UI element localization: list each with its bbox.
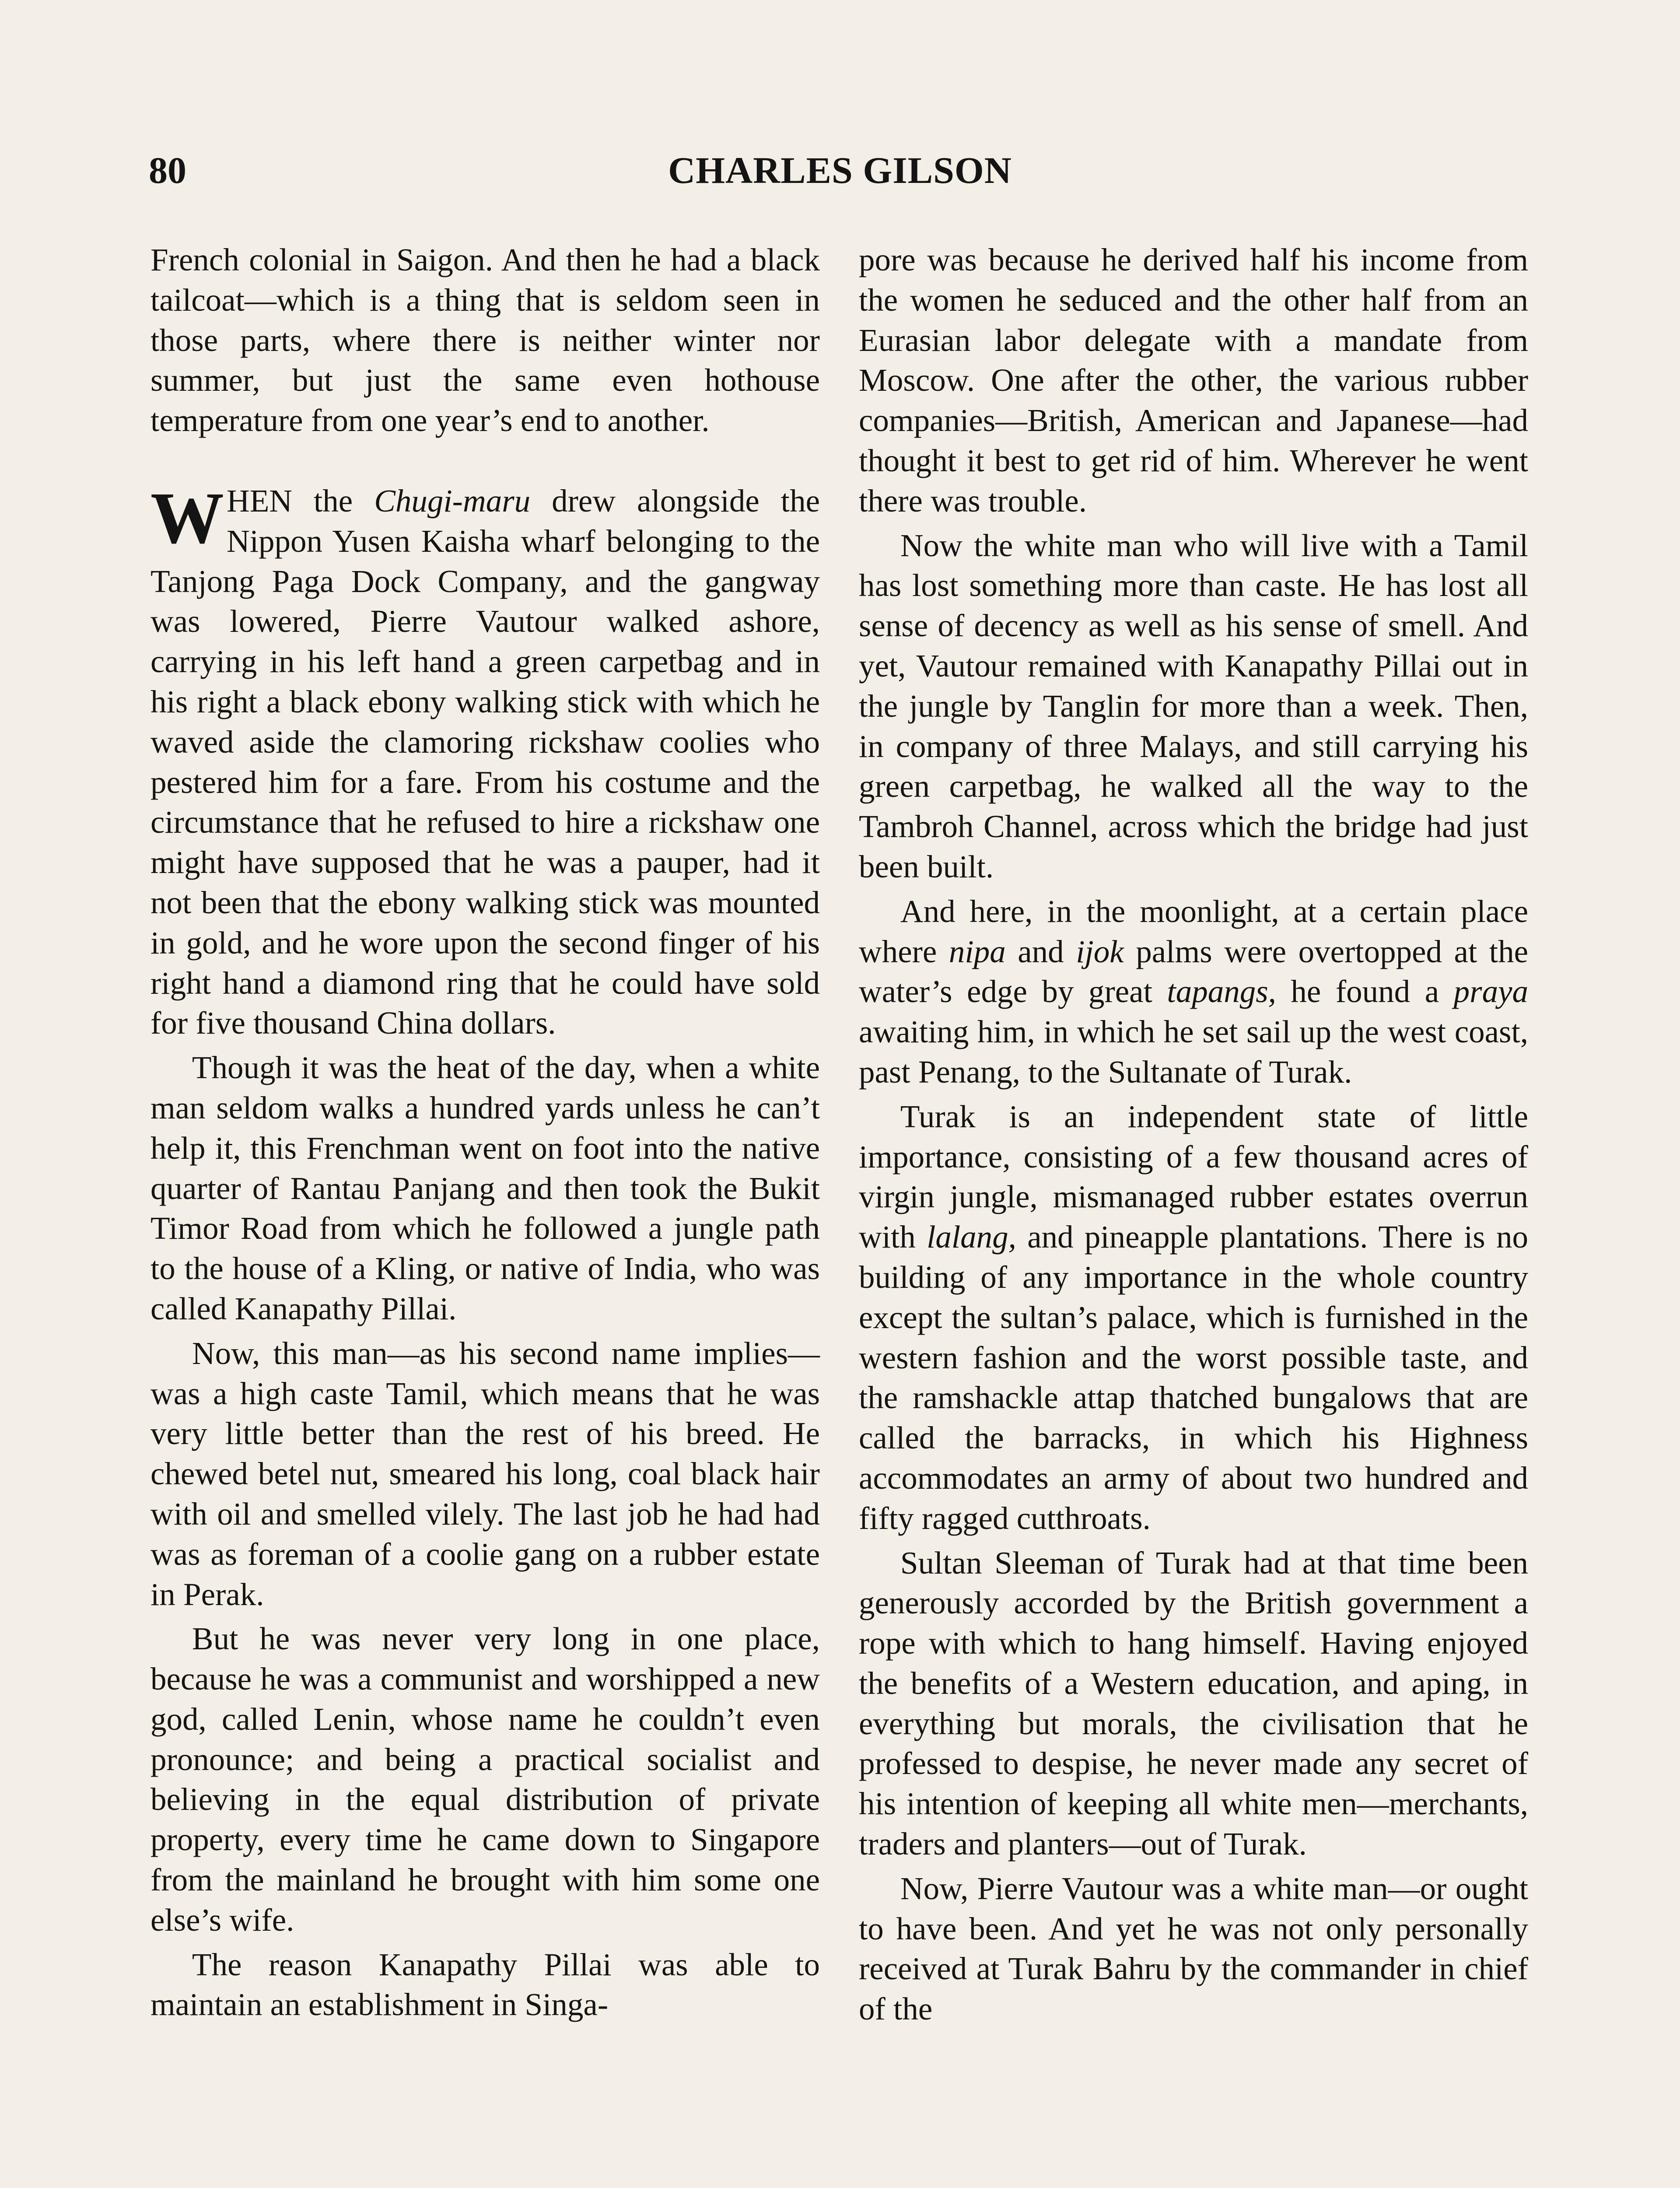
italic-term: nipa (948, 933, 1006, 969)
italic-term: lalang, (927, 1219, 1016, 1255)
paragraph: Now the white man who will live with a Tamil has lost something more than caste. He has lost all sense of decency as well as his sense of smell. And yet, Vautour remained with Kanapathy Pillai out in the jungle by Tanglin for more than a week. Then, in company of three Malays, and still carrying his green carpetbag, he walked all the way to the Tambroh Channel, across which the bridge had just been built. (859, 527, 1528, 884)
paragraph: Sultan Sleeman of Turak had at that time been generously accorded by the British government a rope with which to hang himself. Having enjoyed the benefits of a Western education, and aping, in everything but morals, the civilisation that he professed to despise, he never made any secret of his intention of keeping all white men—merchants, traders and planters—out of Turak. (859, 1545, 1528, 1862)
italic-term: tapangs, (1167, 974, 1276, 1010)
paragraph: French colonial in Saigon. And then he had a black tailcoat—which is a thing that is seldom seen in those parts, where there is neither winter nor summer, but just the same even hothouse temperature from one year’s end to another. (150, 242, 820, 438)
paragraph: But he was never very long in one place, because he was a communist and worshipped a new god, called Lenin, whose name he couldn’t even pronounce; and being a practical socialist and believing in the equal distribution of private property, every time he came down to Singapore from the mainland he brought with him some one else’s wife. (150, 1621, 820, 1938)
paragraph: Now, Pierre Vautour was a white man—or ought to have been. And yet he was not only personally received at Turak Bahru by the commander in chief of the (859, 1870, 1528, 2027)
ship-name: Chugi-maru (374, 483, 531, 519)
running-head: CHARLES GILSON (668, 149, 1012, 191)
paragraph: The reason Kanapathy Pillai was able to maintain an establishment in Singa- (150, 1946, 820, 2023)
paragraph: Now, this man—as his second name implies—was a high caste Tamil, which means that he was very little better than the rest of his breed. He chewed betel nut, smeared his long, coal black hair with oil and smelled vilely. The last job he had had was as foreman of a coolie gang on a rubber estate in Perak. (150, 1335, 820, 1612)
right-column (859, 240, 1528, 2029)
paragraph: Turak is an independent state of little importance, consisting of a few thousand acres of virgin jungle, mismanaged rubber estates overrun with lalang, and pineapple plantations. There is no building of any importance in the whole country except the sultan’s palace, which is furnished in the western fashion and the worst possible taste, and the ramshackle attap thatched bungalows that are called the barracks, in which his Highness accommodates an army of about two hundred and fifty ragged cutthroats. (859, 1098, 1528, 1536)
smallcaps-opening: HEN (227, 483, 293, 519)
paragraph: Though it was the heat of the day, when a white man seldom walks a hundred yards unless he can’t help it, this Frenchman went on foot into the native quarter of Rantau Panjang and then took the Bukit Timor Road from which he followed a jungle path to the house of a Kling, or native of India, who was called Kanapathy Pillai. (150, 1050, 820, 1326)
paragraph: pore was because he derived half his income from the women he seduced and the other half from an Eurasian labor delegate with a mandate from Moscow. One after the other, the various rubber companies—British, American and Japanese—had thought it best to get rid of him. Wherever he went there was trouble. (859, 242, 1528, 519)
italic-term: praya (1453, 974, 1528, 1010)
drop-cap: W (150, 477, 224, 559)
section-opening-paragraph: WHEN the Chugi-maru drew alongside the Nippon Yusen Kaisha wharf belonging to the Tanjong Paga Dock Company, and the gangway was lowered, Pierre Vautour walked ashore, carrying in his left hand a green carpetbag and in his right a black ebony walking stick with which he waved aside the clamoring rickshaw coolies who pestered him for a fare. From his costume and the circumstance that he refused to hire a rickshaw one might have supposed that he was a pauper, had it not been that the ebony walking stick was mounted in gold, and he wore upon the second finger of his right hand a diamond ring that he could have sold for five thousand China dollars. (150, 477, 820, 1041)
paragraph: And here, in the moonlight, at a certain place where nipa and ijok palms were overtopped at the water’s edge by great tapangs, he found a praya awaiting him, in which he set sail up the west coast, past Penang, to the Sultanate of Turak. (859, 893, 1528, 1090)
page-number: 80 (149, 149, 186, 191)
left-column (150, 240, 820, 2025)
italic-term: ijok (1076, 933, 1124, 969)
